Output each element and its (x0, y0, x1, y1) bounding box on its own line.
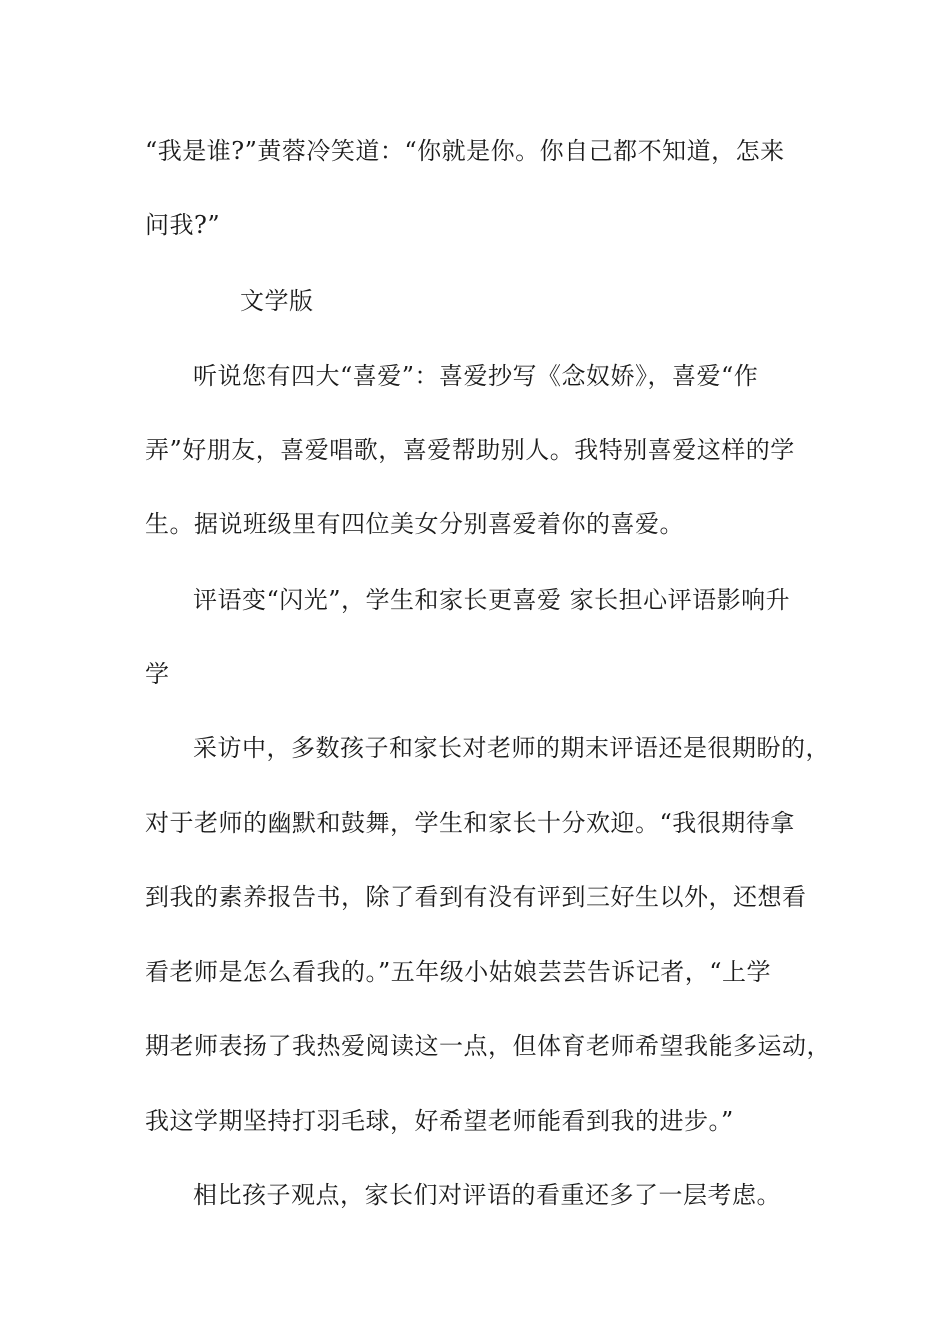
text-line: 期老师表扬了我热爱阅读这一点，但体育老师希望我能多运动， (145, 1032, 831, 1060)
text-line: 学 (145, 660, 170, 688)
text-line: 相比孩子观点，家长们对评语的看重还多了一层考虑。 (193, 1181, 781, 1209)
text-line: 看老师是怎么看我的。”五年级小姑娘芸芸告诉记者，“上学 (145, 958, 772, 986)
text-line: 我这学期坚持打羽毛球，好希望老师能看到我的进步。” (145, 1107, 734, 1135)
text-line: 听说您有四大“喜爱”：喜爱抄写《念奴娇》，喜爱“作 (193, 362, 759, 390)
text-line: “我是谁?”黄蓉冷笑道：“你就是你。你自己都不知道，怎来 (145, 137, 785, 165)
text-line: 弄”好朋友，喜爱唱歌，喜爱帮助别人。我特别喜爱这样的学 (145, 436, 795, 464)
text-line: 生。据说班级里有四位美女分别喜爱着你的喜爱。 (145, 510, 684, 538)
section-heading: 文学版 (240, 287, 314, 315)
text-line: 对于老师的幽默和鼓舞，学生和家长十分欢迎。“我很期待拿 (145, 809, 795, 837)
text-line: 采访中，多数孩子和家长对老师的期末评语还是很期盼的， (193, 734, 830, 762)
text-line: 问我?” (145, 211, 221, 239)
text-line: 到我的素养报告书，除了看到有没有评到三好生以外，还想看 (145, 883, 807, 911)
text-line: 评语变“闪光”，学生和家长更喜爱 家长担心评语影响升 (193, 586, 791, 614)
